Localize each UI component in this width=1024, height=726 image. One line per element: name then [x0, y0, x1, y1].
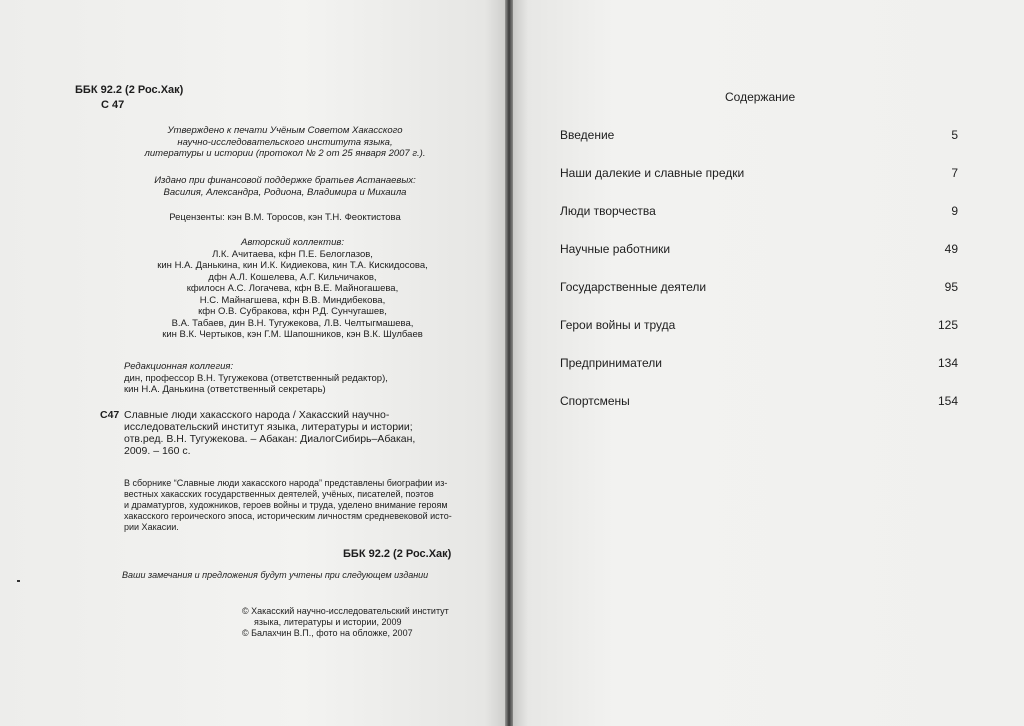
- toc-entry-page: 125: [937, 318, 958, 332]
- toc-entry[interactable]: [560, 318, 958, 332]
- copyright-block: [242, 606, 449, 639]
- feedback-note: Ваши замечания и предложения будут учтены при следующем издании: [122, 570, 429, 580]
- toc-title: Содержание: [725, 90, 796, 104]
- toc-entry-title: Спортсмены: [560, 394, 630, 408]
- toc-entry[interactable]: [560, 394, 958, 408]
- reviewers: Рецензенты: кэн В.М. Торосов, кэн Т.Н. Феоктистова: [169, 212, 401, 223]
- approval-line: Утверждено к печати Учёным Советом Хакасского: [167, 125, 403, 136]
- scan-speck: [17, 580, 20, 582]
- authors-block: [100, 237, 485, 341]
- authors-line: Л.К. Ачитаева, кфн П.Е. Белоглазов,: [212, 248, 373, 260]
- authors-line: кфн О.В. Субракова, кфн Р.Д. Сунчугашев,: [198, 306, 387, 317]
- book-spine: [505, 0, 513, 726]
- annotation-line: хакасского героического эпоса, историческим личностям средневековой исто-: [124, 511, 452, 521]
- approval-block: [100, 125, 470, 160]
- catalog-line: исследовательский институт языка, литературы и истории;: [124, 421, 413, 433]
- funding-line: Издано при финансовой поддержке братьев Астанаевых:: [154, 175, 416, 186]
- approval-line: литературы и истории (протокол № 2 от 25 января 2007 г.).: [144, 148, 426, 159]
- toc-entry-page: 5: [951, 128, 958, 142]
- annotation-line: и драматургов, художников, героев войны и труда, уделено внимание героям: [124, 500, 448, 510]
- toc-entry-title: Научные работники: [560, 242, 671, 256]
- toc-entry-title: Герои войны и труда: [560, 318, 676, 332]
- authors-line: дфн А.Л. Кошелева, А.Г. Кильчичаков,: [208, 271, 377, 283]
- catalog-line: отв.ред. В.Н. Тугужекова. – Абакан: ДиалогСибирь–Абакан,: [124, 433, 416, 445]
- toc-entry-title: Наши далекие и славные предки: [560, 166, 745, 180]
- annotation-line: вестных хакасских государственных деятелей, учёных, писателей, поэтов: [124, 489, 434, 499]
- catalog-line: Славные люди хакасского народа / Хакасский научно-: [124, 409, 390, 421]
- copyright-line: языка, литературы и истории, 2009: [254, 617, 402, 627]
- bbk-code-bottom: ББК 92.2 (2 Рос.Хак): [343, 548, 452, 560]
- toc-entry-page: 7: [951, 166, 958, 180]
- toc-entry-page: 154: [937, 394, 958, 408]
- author-mark: С 47: [101, 99, 125, 111]
- authors-line: кин В.К. Чертыков, кэн Г.М. Шапошников, кэн В.К. Шулбаев: [162, 329, 423, 340]
- toc-entry-page: 49: [944, 242, 958, 256]
- toc-entry-page: 134: [937, 356, 958, 370]
- authors-line: Н.С. Майнагшева, кфн В.В. Миндибекова,: [199, 294, 386, 306]
- left-page: [0, 0, 505, 726]
- editorial-block: [124, 361, 388, 396]
- toc-entry-page: 9: [951, 204, 958, 218]
- authors-line: кфилосн А.С. Логачева, кфн В.Е. Майногашева,: [186, 283, 399, 294]
- editorial-heading: Редакционная коллегия:: [124, 361, 234, 372]
- right-page: [513, 0, 1024, 726]
- toc-entry[interactable]: [560, 166, 958, 180]
- toc-entry[interactable]: [560, 128, 958, 142]
- funding-line: Василия, Александра, Родиона, Владимира и Михаила: [163, 186, 407, 198]
- annotation-block: [124, 478, 452, 533]
- copyright-line: © Балахчин В.П., фото на обложке, 2007: [242, 628, 413, 638]
- toc-entry-title: Введение: [560, 128, 615, 142]
- authors-heading: Авторский коллектив:: [241, 237, 344, 248]
- toc-entry[interactable]: [560, 204, 958, 218]
- funding-block: [100, 175, 470, 198]
- editorial-line: дин, профессор В.Н. Тугужекова (ответственный редактор),: [124, 372, 388, 384]
- catalog-line: 2009. – 160 с.: [124, 445, 191, 457]
- toc-entry[interactable]: [560, 242, 958, 256]
- toc-entry-title: Люди творчества: [560, 204, 656, 218]
- toc-entry-page: 95: [944, 280, 958, 294]
- copyright-line: © Хакасский научно-исследовательский институт: [242, 606, 449, 616]
- approval-line: научно-исследовательского института языка,: [177, 136, 393, 148]
- bbk-code: ББК 92.2 (2 Рос.Хак): [75, 84, 184, 96]
- catalog-entry: [124, 409, 415, 457]
- toc-entry[interactable]: [560, 280, 958, 294]
- toc-entry[interactable]: [560, 356, 958, 370]
- annotation-line: В сборнике “Славные люди хакасского народа” представлены биографии из-: [124, 478, 448, 488]
- toc-entry-title: Государственные деятели: [560, 280, 707, 294]
- annotation-line: рии Хакасии.: [124, 522, 179, 532]
- catalog-mark: С47: [100, 409, 120, 421]
- toc-entry-title: Предприниматели: [560, 356, 662, 370]
- editorial-line: кин Н.А. Данькина (ответственный секретарь): [124, 384, 326, 395]
- authors-line: кин Н.А. Данькина, кин И.К. Кидиекова, кин Т.А. Кискидосова,: [157, 260, 428, 271]
- authors-line: В.А. Табаев, дин В.Н. Тугужекова, Л.В. Челтыгмашева,: [171, 317, 414, 329]
